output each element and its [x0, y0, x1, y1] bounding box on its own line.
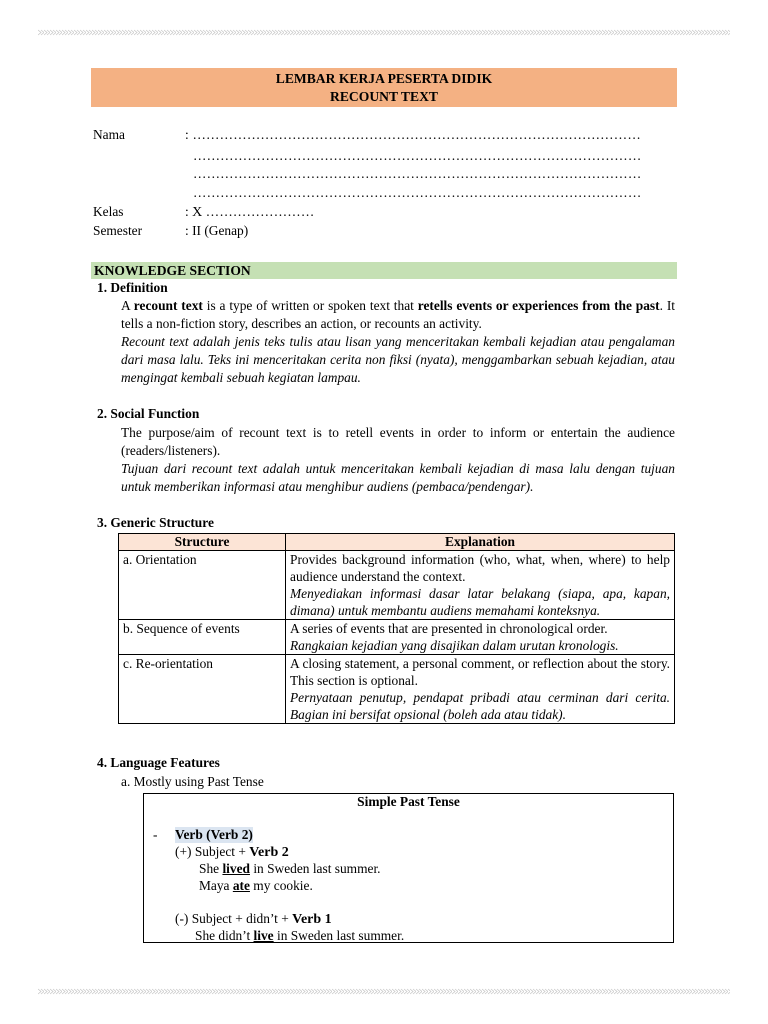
structure-cell: a. Orientation — [119, 551, 286, 620]
bottom-decorative-border — [38, 988, 730, 995]
social-function-body — [121, 424, 675, 496]
simple-past-tense-title: Simple Past Tense — [357, 794, 460, 809]
explanation-cell: A closing statement, a personal comment, or reflection about the story. This section is optional. Pernyataan penutup, pendapat pribadi atau cerminan dari cerita. Bagian ini bersifat opsional (boleh ada atau tidak). — [286, 655, 675, 724]
explanation-column-header: Explanation — [286, 534, 675, 551]
table-row — [119, 655, 675, 724]
worksheet-title-banner — [91, 68, 677, 107]
table-header-row — [119, 534, 675, 551]
title-line-1: LEMBAR KERJA PESERTA DIDIK — [275, 71, 493, 86]
top-decorative-border — [38, 29, 730, 36]
nama-field-line-3[interactable]: ……………………………………………………………………………………… — [193, 166, 642, 181]
bullet-dash: - — [153, 827, 158, 842]
generic-structure-heading: 3. Generic Structure — [97, 515, 214, 530]
simple-past-tense-box — [143, 793, 674, 943]
definition-body — [121, 297, 675, 387]
social-function-indonesian: Tujuan dari recount text adalah untuk menceritakan kembali kejadian di masa lalu dengan tujuan untuk memberikan informasi atau menghibur audiens (pembaca/pendengar). — [121, 461, 675, 494]
kelas-dots: …………………… — [202, 204, 315, 219]
structure-cell: b. Sequence of events — [119, 620, 286, 655]
semester-label: Semester — [93, 223, 143, 238]
language-features-heading: 4. Language Features — [97, 755, 220, 770]
kelas-value: X — [192, 205, 203, 220]
kelas-label: Kelas — [93, 204, 124, 219]
structure-column-header: Structure — [119, 534, 286, 551]
language-feature-item-a: a. Mostly using Past Tense — [121, 774, 264, 789]
definition-heading: 1. Definition — [97, 280, 168, 295]
table-row — [119, 620, 675, 655]
semester-value: : II (Genap) — [185, 223, 249, 238]
positive-formula: (+) Subject + Verb 2 — [175, 844, 289, 860]
social-function-heading: 2. Social Function — [97, 406, 200, 421]
explanation-cell: Provides background information (who, what, when, where) to help audience understand the context. Menyediakan informasi dasar latar belakang (siapa, apa, kapan, dimana) untuk membantu audiens memahami konteksnya. — [286, 551, 675, 620]
structure-cell: c. Re-orientation — [119, 655, 286, 724]
definition-indonesian: Recount text adalah jenis teks tulis atau lisan yang menceritakan kembali kejadian atau pengalaman dari masa lalu. Teks ini menceritakan cerita non fiksi (nyata), menggambarkan sebuah kejadian, atau mengingat kembali sebuah kegiatan lampau. — [121, 334, 675, 385]
example-sentence: Maya ate my cookie. — [199, 878, 313, 893]
definition-english: A recount text is a type of written or spoken text that retells events or experiences from the past. It tells a non-fiction story, describes an action, or recounts an activity. — [121, 298, 675, 331]
negative-formula: (-) Subject + didn’t + Verb 1 — [175, 911, 332, 927]
nama-field-line-4[interactable]: ……………………………………………………………………………………… — [193, 185, 642, 200]
explanation-cell: A series of events that are presented in chronological order. Rangkaian kejadian yang disajikan dalam urutan kronologis. — [286, 620, 675, 655]
example-sentence: She didn’t live in Sweden last summer. — [195, 928, 405, 943]
social-function-english: The purpose/aim of recount text is to retell events in order to inform or entertain the audience (readers/listeners). — [121, 425, 675, 458]
knowledge-section-header: KNOWLEDGE SECTION — [91, 262, 677, 279]
kelas-prefix: : — [185, 204, 193, 219]
verb-2-label: Verb (Verb 2) — [175, 827, 253, 842]
nama-label: Nama — [93, 127, 125, 142]
kelas-field[interactable] — [185, 204, 314, 221]
generic-structure-table — [118, 533, 675, 724]
nama-field-line-2[interactable]: ……………………………………………………………………………………… — [193, 148, 642, 163]
nama-field-line-1[interactable]: : ……………………………………………………………………………………… — [185, 127, 641, 142]
title-line-2: RECOUNT TEXT — [330, 89, 438, 104]
example-sentence: She lived in Sweden last summer. — [199, 861, 381, 876]
table-row — [119, 551, 675, 620]
